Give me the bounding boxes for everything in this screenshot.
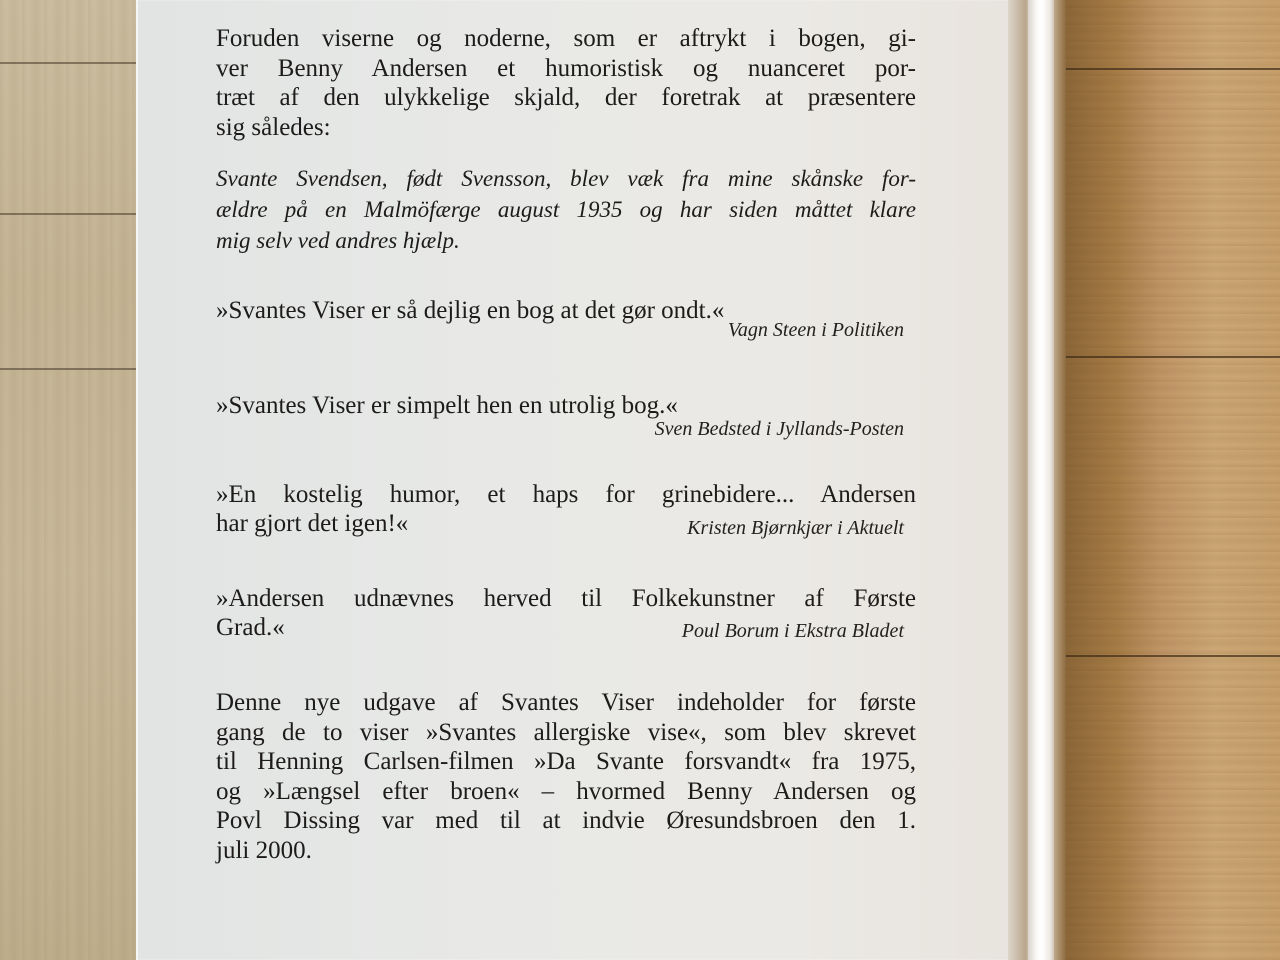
edition-note-line: juli 2000. (216, 836, 312, 864)
intro-line: ver Benny Andersen et humoristisk og nuanceret por- (216, 54, 916, 82)
book-spine-ridge (1028, 0, 1054, 960)
review-quote (216, 480, 916, 550)
review-attribution: Sven Bedsted i Jyllands-Posten (654, 418, 904, 440)
self-presentation-line: mig selv ved andres hjælp. (216, 228, 460, 253)
edition-note-line: gang de to viser »Svantes allergiske vise«, som blev skrevet (216, 718, 916, 746)
self-presentation-line: ældre på en Malmöfærge august 1935 og har siden måttet klare (216, 197, 916, 222)
review-attribution: Poul Borum i Ekstra Bladet (681, 620, 904, 642)
review-text: »Svantes Viser er simpelt hen en utrolig bog.« (216, 392, 678, 419)
intro-line: træt af den ulykkelige skjald, der foretrak at præsentere (216, 84, 916, 111)
floor-plank-seam (0, 62, 140, 64)
floor-plank-seam (1062, 356, 1280, 358)
review-quote (216, 391, 916, 451)
book-hinge-groove (1008, 0, 1030, 960)
review-text: har gjort det igen!« (216, 510, 409, 537)
floor-plank-seam (1062, 68, 1280, 70)
review-quote (216, 296, 916, 356)
edition-note-line: Denne nye udgave af Svantes Viser indeholder for første (216, 689, 916, 716)
edition-note-paragraph (216, 688, 916, 865)
review-quote (216, 584, 916, 654)
floor-plank-seam (1062, 655, 1280, 657)
review-text: »En kostelig humor, et haps for grinebidere... Andersen (216, 481, 916, 508)
edition-note-line: og »Længsel efter broen« – hvormed Benny Andersen og (216, 777, 916, 805)
self-presentation-quote (216, 163, 916, 256)
intro-line: Foruden viserne og noderne, som er aftrykt i bogen, gi- (216, 25, 916, 52)
review-text: »Svantes Viser er så dejlig en bog at det gør ondt.« (216, 297, 725, 324)
review-text: »Andersen udnævnes herved til Folkekunstner af Første (216, 585, 916, 612)
review-attribution: Vagn Steen i Politiken (727, 319, 904, 341)
intro-paragraph (216, 24, 916, 142)
book-spine-shadow (1054, 0, 1066, 960)
wooden-floor-right (1062, 0, 1280, 960)
self-presentation-line: Svante Svendsen, født Svensson, blev væk fra mine skånske for- (216, 166, 916, 191)
wooden-floor-left (0, 0, 140, 960)
review-text: Grad.« (216, 614, 285, 641)
floor-plank-seam (0, 368, 140, 370)
edition-note-line: til Henning Carlsen-filmen »Da Svante forsvandt« fra 1975, (216, 748, 916, 775)
floor-plank-seam (0, 213, 140, 215)
edition-note-line: Povl Dissing var med til at indvie Øresundsbroen den 1. (216, 807, 916, 834)
review-attribution: Kristen Bjørnkjær i Aktuelt (687, 517, 904, 539)
intro-line: sig således: (216, 113, 331, 141)
